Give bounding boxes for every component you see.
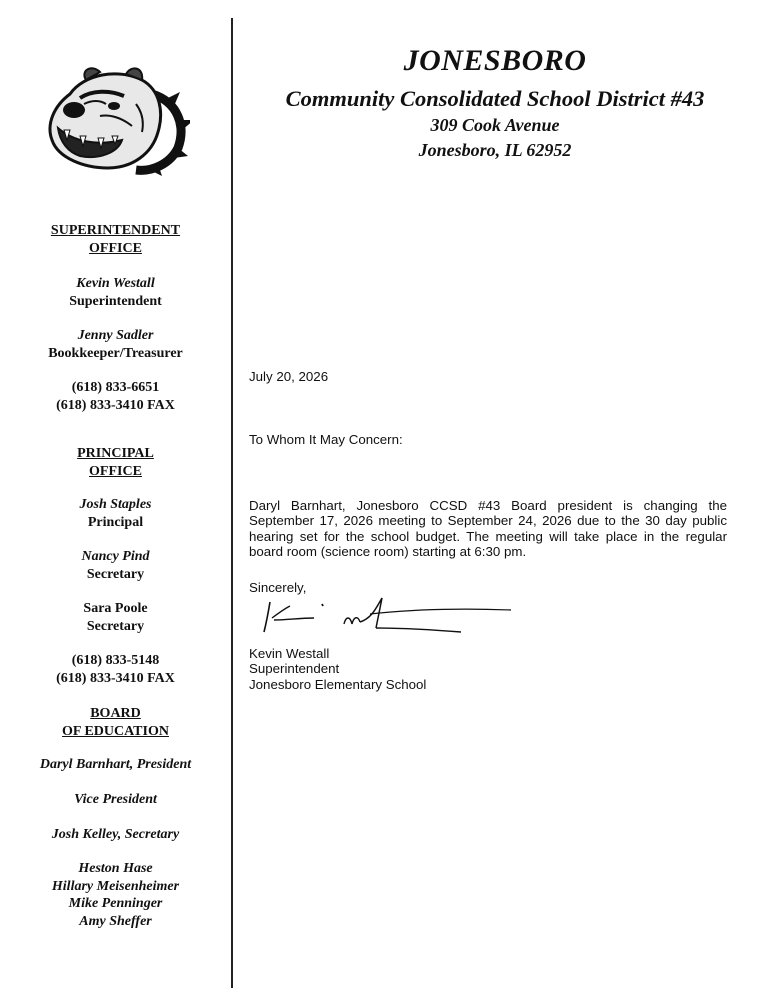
superintendent-block — [0, 275, 231, 310]
secretary1-block — [0, 548, 231, 583]
superintendent-office-heading-line2: OFFICE — [89, 240, 142, 256]
board-president-block — [0, 756, 231, 774]
principal-fax: (618) 833-3410 FAX — [56, 670, 175, 686]
signer-title: Superintendent — [249, 661, 340, 677]
principal-contact-block — [0, 652, 231, 687]
board-section — [0, 705, 231, 740]
superintendent-phone: (618) 833-6651 — [71, 380, 160, 395]
letter-salutation: To Whom It May Concern: — [249, 432, 403, 447]
letter-body: Daryl Barnhart, Jonesboro CCSD #43 Board president is changing the September 17, 2026 meeting to September 24, 2026 due to the 30 day public hearing set for the school budget. The meeting will take place in the regular board room (science room) starting at 6:30 pm. — [249, 498, 727, 559]
street-address: 309 Cook Avenue — [430, 115, 560, 135]
superintendent-name: Kevin Westall — [76, 276, 155, 291]
principal-office-heading-line2: OFFICE — [89, 463, 142, 479]
board-heading-line1: BOARD — [90, 706, 141, 721]
board-vice-president-block — [0, 791, 231, 809]
secretary2-name: Sara Poole — [83, 601, 148, 616]
board-member: Heston Hase — [78, 861, 153, 876]
letter-date: July 20, 2026 — [249, 369, 329, 384]
principal-name: Josh Staples — [79, 497, 152, 512]
principal-phone: (618) 833-5148 — [71, 653, 160, 668]
board-members-list — [0, 860, 231, 930]
handwritten-signature — [256, 594, 516, 636]
board-member: Mike Penninger — [68, 896, 163, 911]
superintendent-title: Superintendent — [69, 293, 162, 309]
bookkeeper-title: Bookkeeper/Treasurer — [48, 345, 183, 361]
signature-block — [249, 646, 727, 692]
superintendent-office-section — [0, 222, 231, 257]
bookkeeper-name: Jenny Sadler — [77, 328, 154, 343]
letter-closing: Sincerely, — [249, 580, 307, 595]
board-member: Hillary Meisenheimer — [51, 878, 180, 894]
board-member: Amy Sheffer — [79, 913, 152, 929]
signer-school: Jonesboro Elementary School — [249, 676, 427, 692]
secretary1-name: Nancy Pind — [81, 549, 150, 564]
board-vice-president: Vice President — [74, 792, 157, 807]
city-state-zip: Jonesboro, IL 62952 — [418, 140, 572, 160]
superintendent-fax: (618) 833-3410 FAX — [56, 397, 175, 413]
vertical-divider — [231, 18, 233, 988]
principal-title: Principal — [87, 514, 144, 530]
signer-name: Kevin Westall — [249, 646, 330, 661]
board-heading-line2: OF EDUCATION — [62, 723, 169, 739]
board-secretary-block — [0, 826, 231, 844]
superintendent-contact-block — [0, 379, 231, 414]
board-president: Daryl Barnhart, President — [39, 757, 192, 772]
board-secretary: Josh Kelley, Secretary — [51, 827, 180, 842]
superintendent-office-heading-line1: SUPERINTENDENT — [50, 223, 181, 238]
principal-office-heading-line1: PRINCIPAL — [77, 446, 154, 461]
principal-office-section — [0, 445, 231, 480]
bulldog-mascot-icon — [40, 64, 190, 176]
school-name: JONESBORO — [403, 44, 587, 77]
secretary2-block — [0, 600, 231, 635]
secretary1-title: Secretary — [86, 566, 145, 582]
principal-block — [0, 496, 231, 531]
secretary2-title: Secretary — [86, 618, 145, 634]
district-name: Community Consolidated School District #43 — [285, 86, 705, 111]
bookkeeper-block — [0, 327, 231, 362]
